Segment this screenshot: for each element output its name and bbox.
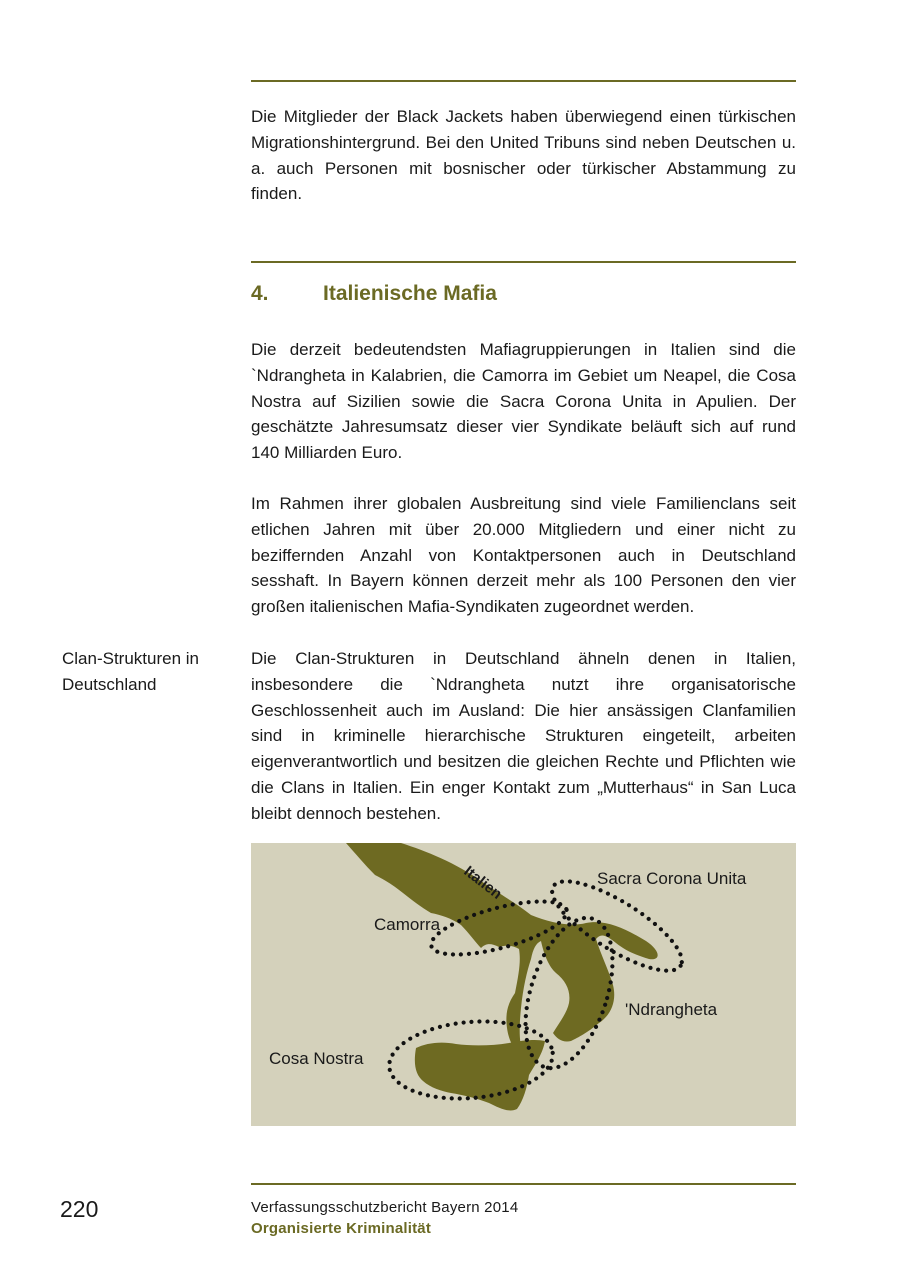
publication-title: Verfassungsschutzbericht Bayern 2014 bbox=[251, 1199, 519, 1216]
section-heading bbox=[251, 282, 497, 306]
footer-rule bbox=[251, 1183, 796, 1185]
chapter-title: Organisierte Kriminalität bbox=[251, 1220, 432, 1237]
intro-paragraph: Die Mitglieder der Black Jackets haben überwiegend einen türkischen Migrationshintergrund. Bei den United Tribuns sind neben Deutschen u. a. auch Personen mit bosnischer oder türkischer Abstammung zu finden. bbox=[251, 107, 796, 204]
map-label-sacra-corona-unita: Sacra Corona Unita bbox=[597, 869, 747, 888]
map-label-cosa-nostra: Cosa Nostra bbox=[269, 1049, 364, 1068]
margin-note: Clan-Strukturen in Deutschland bbox=[62, 649, 200, 694]
paragraph-mafia-groups: Die derzeit bedeutendsten Mafiagruppierungen in Italien sind die `Ndrangheta in Kalabrien, die Camorra im Gebiet um Neapel, die Cosa Nostra auf Sizilien sowie die Sacra Corona Unita in Apulien. Der geschätzte Jahresumsatz dieser vier Syndikate beläuft sich auf rund 140 Milliarden Euro. bbox=[251, 340, 796, 463]
section-number: 4. bbox=[251, 282, 269, 305]
italy-mafia-map bbox=[251, 843, 796, 1126]
map-label-italien: Italien bbox=[460, 862, 506, 903]
paragraph-germany-presence: Im Rahmen ihrer globalen Ausbreitung sind viele Familienclans seit etlichen Jahren mit über 20.000 Mitgliedern und einer nicht zu beziffernden Anzahl von Kontaktpersonen auch in Deutschland sesshaft. In Bayern können derzeit mehr als 100 Personen den vier großen italienischen Mafia-Syndikaten zugeordnet werden. bbox=[251, 494, 796, 617]
map-label-ndrangheta: 'Ndrangheta bbox=[625, 1000, 718, 1019]
section-title: Italienische Mafia bbox=[323, 282, 497, 305]
map-graphic bbox=[251, 843, 796, 1126]
top-rule bbox=[251, 80, 796, 82]
sicily-shape bbox=[415, 1040, 545, 1110]
paragraph-clan-structures: Die Clan-Strukturen in Deutschland ähneln denen in Italien, insbesondere die `Ndrangheta nutzt ihre organisatorische Geschlossenheit auch im Ausland: Die hier ansässigen Clanfamilien sind in kriminelle hierarchische Strukturen eingeteilt, arbeiten eigenverantwortlich und besitzen die gleichen Rechte und Pflichten wie die Clans in Italien. Ein enger Kontakt zum „Mutterhaus“ in San Luca bleibt dennoch bestehen. bbox=[251, 649, 796, 823]
section-rule bbox=[251, 261, 796, 263]
map-label-camorra: Camorra bbox=[374, 915, 441, 934]
page-number: 220 bbox=[60, 1196, 99, 1222]
